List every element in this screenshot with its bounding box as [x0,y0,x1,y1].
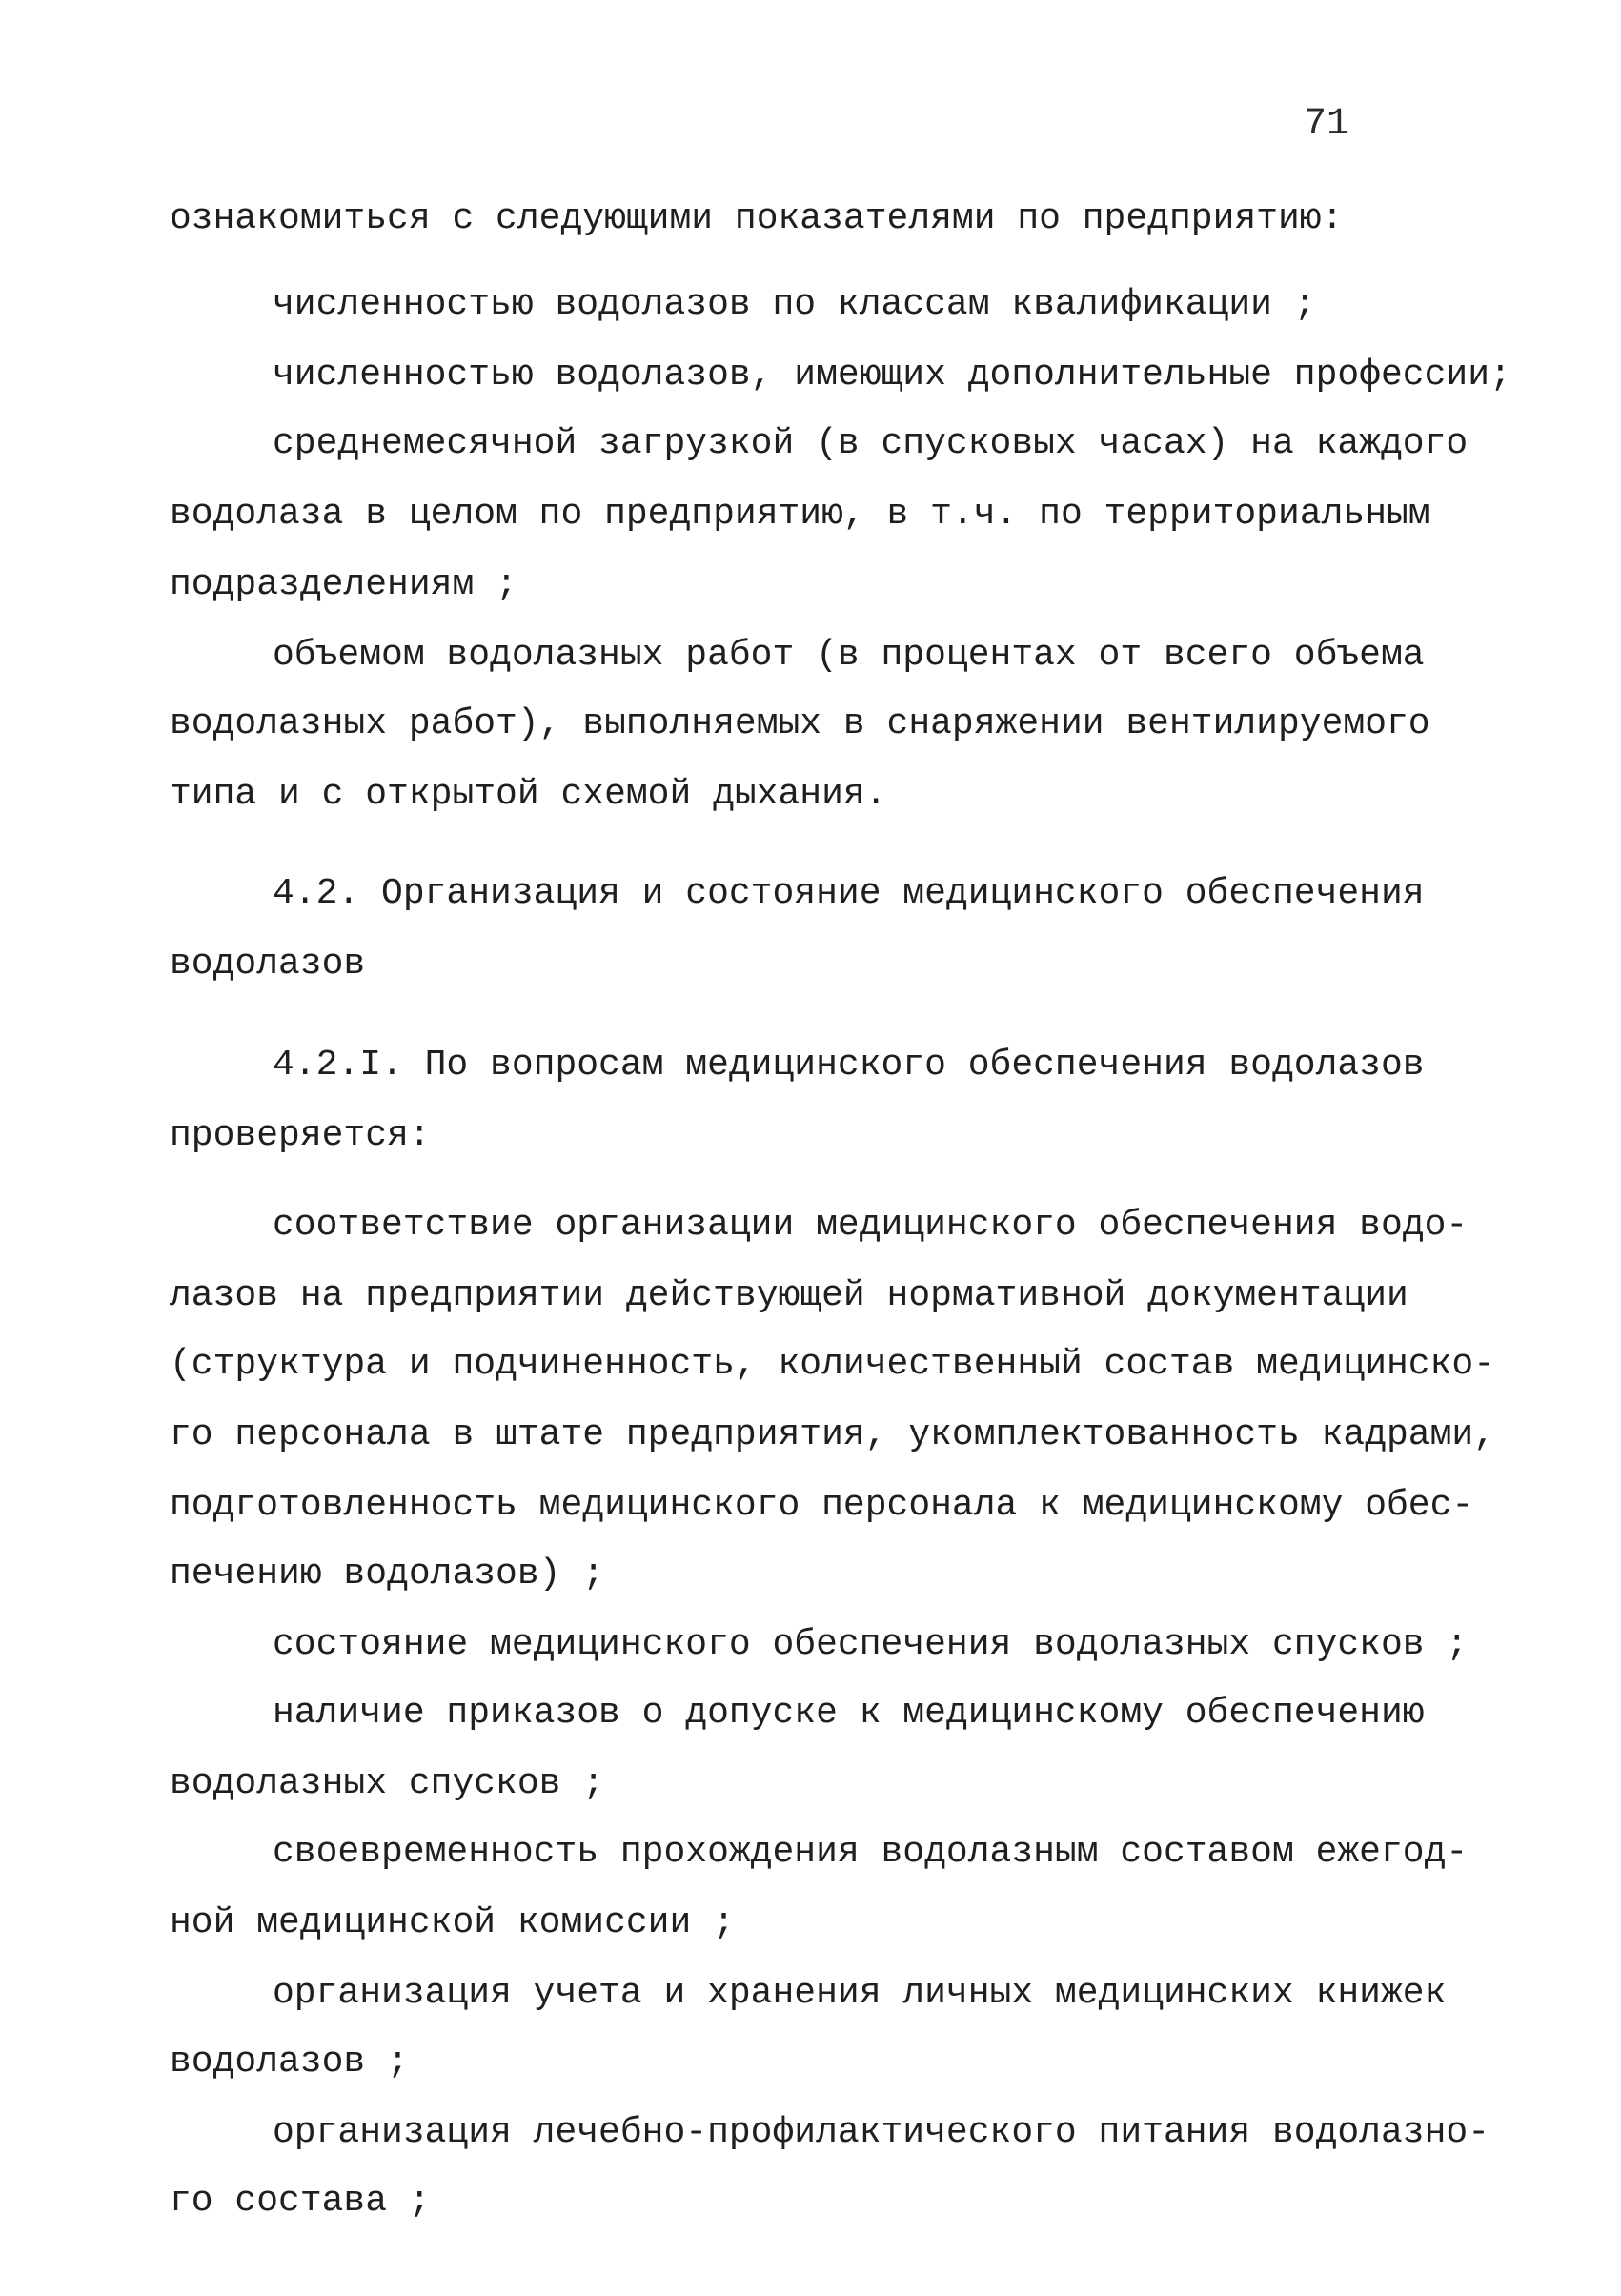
text-line: (структура и подчиненность, количественный состав медицинско- [170,1344,1496,1385]
text-line: своевременность прохождения водолазным составом ежегод- [273,1832,1469,1873]
text-line: водолазных спусков ; [170,1763,605,1804]
text-line: водолазных работ), выполняемых в снаряжении вентилируемого [170,703,1430,744]
text-line: типа и с открытой схемой дыхания. [170,774,887,815]
text-line: организация лечебно-профилактического питания водолазно- [273,2112,1490,2153]
text-line: соответствие организации медицинского обеспечения водо- [273,1205,1469,1246]
text-line: наличие приказов о допуске к медицинскому обеспечению [273,1693,1425,1734]
subsection-heading: 4.2.I. По вопросам медицинского обеспечения водолазов [273,1045,1425,1086]
text-line: организация учета и хранения личных медицинских книжек [273,1973,1447,2014]
text-line: подразделениям ; [170,564,517,605]
section-heading: 4.2. Организация и состояние медицинского обеспечения [273,873,1425,914]
text-line: проверяется: [170,1115,431,1156]
text-line: водолазов ; [170,2042,409,2083]
text-line: ной медицинской комиссии ; [170,1902,735,1943]
text-line: го персонала в штате предприятия, укомплектованность кадрами, [170,1414,1496,1455]
text-line: подготовленность медицинского персонала к медицинскому обес- [170,1485,1474,1526]
section-heading: водолазов [170,944,366,985]
text-line: ознакомиться с следующими показателями по предприятию: [170,198,1344,239]
text-line: печению водолазов) ; [170,1554,605,1595]
page-number: 71 [1304,103,1350,146]
text-line: состояние медицинского обеспечения водолазных спусков ; [273,1624,1469,1665]
text-line: го состава ; [170,2181,431,2222]
text-line: объемом водолазных работ (в процентах от всего объема [273,635,1425,676]
text-line: водолаза в целом по предприятию, в т.ч. по территориальным [170,494,1430,535]
text-line: среднемесячной загрузкой (в спусковых часах) на каждого [273,423,1469,464]
text-line: численностью водолазов по классам квалификации ; [273,284,1316,325]
text-line: численностью водолазов, имеющих дополнительные профессии; [273,355,1511,396]
text-line: лазов на предприятии действующей нормативной документации [170,1275,1408,1316]
